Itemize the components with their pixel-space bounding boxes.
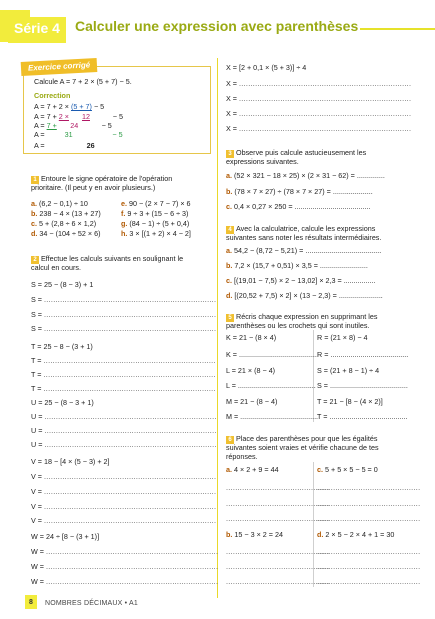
ex1-item: h. 3 × [(1 + 2) × 4 − 2] <box>121 229 191 238</box>
ex2-expression: U = 25 − (8 − 3 + 1) <box>31 398 94 407</box>
result-value: 26 <box>86 141 95 150</box>
answer-line[interactable]: X = ........................................................................... <box>226 94 412 103</box>
ex3-item: c. 0,4 × 0,27 × 250 = ...................................... <box>226 202 371 211</box>
correction-title: Correction <box>34 91 71 100</box>
correction-line-1 <box>34 103 104 110</box>
highlighted-term: 31 <box>64 130 73 139</box>
ex1-item: a. (6,2 − 0,1) ÷ 10 <box>31 199 88 208</box>
correction-line-3 <box>34 122 112 129</box>
answer-line[interactable]: M = ....................................... <box>226 412 319 421</box>
exercise-number: 1 <box>31 176 39 184</box>
ex5-expression: M = 21 − (8 − 4) <box>226 397 278 406</box>
ex3-item: b. (78 × 7 × 27) ÷ (78 × 7 × 27) = .................... <box>226 187 373 196</box>
ex6-text-line-3: réponses. <box>226 452 258 461</box>
page-number: 8 <box>25 595 37 609</box>
ex6-text-line-2: suivantes soient vraies et vérifie chacune de tes <box>226 443 379 452</box>
corrige-tag: Exercice corrigé <box>21 58 98 76</box>
ex5-text-line-2: parenthèses ou les crochets qui sont inutiles. <box>226 321 370 330</box>
answer-line[interactable]: V = ........................................................................... <box>31 472 217 481</box>
answer-line[interactable]: ............................................. <box>317 562 421 571</box>
answer-line[interactable]: ............................................. <box>226 562 330 571</box>
answer-line[interactable]: L = ....................................... <box>226 381 316 390</box>
answer-line[interactable]: ............................................. <box>317 547 421 556</box>
ex6-item: d. 2 × 5 − 2 × 4 + 1 = 30 <box>317 530 395 539</box>
exercise-number: 2 <box>31 256 39 264</box>
ex2-expression: T = 25 − 8 − (3 + 1) <box>31 342 93 351</box>
answer-line[interactable]: V = ........................................................................... <box>31 487 217 496</box>
answer-line[interactable]: S = ........................................................................... <box>31 310 217 319</box>
ex5-expression: R = (21 × 8) − 4 <box>317 333 368 342</box>
answer-line[interactable]: ............................................. <box>317 483 421 492</box>
ex1-item: e. 90 − (2 × 7 − 7) × 6 <box>121 199 191 208</box>
ex3-text-line-1: 3 Observe puis calcule astucieusement les <box>226 149 366 158</box>
answer-line[interactable]: T = ........................................................................... <box>31 356 216 365</box>
corrige-statement: Calcule A = 7 + 2 × (5 + 7) − 5. <box>34 77 132 86</box>
ex5-expression: K = 21 − (8 × 4) <box>226 333 277 342</box>
ex5-expression: S = (21 + 8 − 1) ÷ 4 <box>317 366 380 375</box>
answer-line[interactable]: V = ........................................................................... <box>31 516 217 525</box>
ex4-item: d. [(20,52 + 7,5) × 2] × (13 − 2,3) = ...................... <box>226 291 383 300</box>
answer-line[interactable]: V = ........................................................................... <box>31 502 217 511</box>
ex6-text-line-1: 6 Place des parenthèses pour que les égalités <box>226 435 377 444</box>
correction-text: − 5 <box>91 102 105 111</box>
answer-line[interactable]: W = ........................................................................... <box>31 547 219 556</box>
ex2-text-line-2: calcul en cours. <box>31 263 81 272</box>
answer-line[interactable]: S = ........................................................................... <box>31 295 217 304</box>
answer-line[interactable]: S = ....................................... <box>317 381 408 390</box>
correction-line-4 <box>34 131 123 138</box>
answer-line[interactable]: T = ........................................................................... <box>31 370 216 379</box>
answer-line[interactable]: T = ........................................................................... <box>31 384 216 393</box>
ex1-item: f. 9 ÷ 3 + (15 − 6 ÷ 3) <box>121 209 189 218</box>
ex2-text-line-1: 2 Effectue les calculs suivants en soulignant le <box>31 255 183 264</box>
x-expression: X = [2 + 0,1 × (5 + 3)] ÷ 4 <box>226 63 307 72</box>
highlighted-term: 7 + <box>46 121 57 130</box>
ex6-item: b. 15 − 3 × 2 = 24 <box>226 530 283 539</box>
exercise-number: 5 <box>226 314 234 322</box>
footer-label: NOMBRES DÉCIMAUX • A1 <box>45 600 139 607</box>
answer-line[interactable]: W = ........................................................................... <box>31 562 219 571</box>
correction-text: A = 7 + 2 × <box>34 102 71 111</box>
ex5-column-divider <box>313 330 314 422</box>
ex2-expression: S = 25 − (8 − 3) + 1 <box>31 280 94 289</box>
ex6-item: c. 5 + 5 × 5 − 5 = 0 <box>317 465 378 474</box>
correction-text: A = <box>34 141 45 150</box>
ex4-item: b. 7,2 × (15,7 + 0,51) × 3,5 = ........................ <box>226 261 368 270</box>
ex1-text-line-2: prioritaire. (Il peut y en avoir plusieurs.) <box>31 183 156 192</box>
ex4-item: a. 54,2 − (8,72 − 5,21) = ...................................... <box>226 246 382 255</box>
answer-line[interactable]: X = ........................................................................... <box>226 109 412 118</box>
answer-line[interactable]: X = ........................................................................... <box>226 79 412 88</box>
correction-text: A = <box>34 130 45 139</box>
ex1-item: c. 5 + (2,8 ÷ 6 × 1,2) <box>31 219 97 228</box>
page-title: Calculer une expression avec parenthèses <box>75 18 359 34</box>
ex6-item: a. 4 × 2 + 9 = 44 <box>226 465 279 474</box>
highlighted-term: 24 <box>70 121 79 130</box>
ex5-text-line-1: 5 Récris chaque expression en supprimant les <box>226 313 377 322</box>
answer-line[interactable]: ............................................. <box>226 547 330 556</box>
answer-line[interactable]: U = ........................................................................... <box>31 440 217 449</box>
ex3-text-line-2: expressions suivantes. <box>226 157 299 166</box>
correction-line-5 <box>34 142 137 149</box>
column-divider <box>217 58 218 598</box>
ex1-item: g. (84 − 1) ÷ (5 + 0,4) <box>121 219 190 228</box>
answer-line[interactable]: ............................................. <box>226 499 330 508</box>
ex4-text-line-1: 4 Avec la calculatrice, calcule les expressions <box>226 225 375 234</box>
ex5-expression: T = 21 − [8 − (4 × 2)] <box>317 397 383 406</box>
answer-line[interactable]: W = ........................................................................... <box>31 577 219 586</box>
highlighted-term: 12 <box>81 112 90 121</box>
answer-line[interactable]: ............................................. <box>226 483 330 492</box>
answer-line[interactable]: ............................................. <box>226 514 330 523</box>
correction-text: − 5 <box>112 112 123 121</box>
ex4-item: c. [(19,01 − 7,5) × 2 − 13,02] × 2,3 = ................ <box>226 276 376 285</box>
exercise-number: 6 <box>226 436 234 444</box>
answer-line[interactable]: ............................................. <box>317 499 421 508</box>
answer-line[interactable]: ............................................. <box>317 577 421 586</box>
answer-line[interactable]: X = ........................................................................... <box>226 124 412 133</box>
answer-line[interactable]: U = ........................................................................... <box>31 412 217 421</box>
answer-line[interactable]: ............................................. <box>317 514 421 523</box>
correction-text: − 5 <box>101 121 112 130</box>
highlighted-term: − 5 <box>112 130 123 139</box>
exercise-number: 3 <box>226 150 234 158</box>
answer-line[interactable]: K = ....................................... <box>226 350 317 359</box>
exercise-number: 4 <box>226 226 234 234</box>
ex2-expression: V = 18 − [4 × (5 − 3) + 2] <box>31 457 110 466</box>
header-rule <box>360 28 435 30</box>
ex1-text-line-1: 1 Entoure le signe opératoire de l'opération <box>31 175 172 184</box>
answer-line[interactable]: R = ....................................... <box>317 350 409 359</box>
answer-line[interactable]: U = ........................................................................... <box>31 426 217 435</box>
highlighted-term: (5 + 7) <box>70 102 92 111</box>
answer-line[interactable]: S = ........................................................................... <box>31 324 217 333</box>
answer-line[interactable]: ............................................. <box>226 577 330 586</box>
correction-text: A = 7 + <box>34 112 59 121</box>
ex4-text-line-2: suivantes sans noter les résultats intermédiaires. <box>226 233 382 242</box>
correction-line-2 <box>34 113 123 120</box>
correction-text: A = <box>34 121 47 130</box>
answer-line[interactable]: T = ....................................... <box>317 412 408 421</box>
ex5-expression: L = 21 × (8 − 4) <box>226 366 276 375</box>
highlighted-term: 2 × <box>58 112 69 121</box>
ex2-expression: W = 24 ÷ [8 − (3 + 1)] <box>31 532 100 541</box>
ex3-item: a. (52 × 321 − 18 × 25) × (2 × 31 − 62) = .............. <box>226 171 385 180</box>
serie-badge: Série 4 <box>8 17 66 43</box>
ex1-item: b. 238 − 4 × (13 + 27) <box>31 209 101 218</box>
ex1-item: d. 34 − (104 ÷ 52 × 6) <box>31 229 101 238</box>
